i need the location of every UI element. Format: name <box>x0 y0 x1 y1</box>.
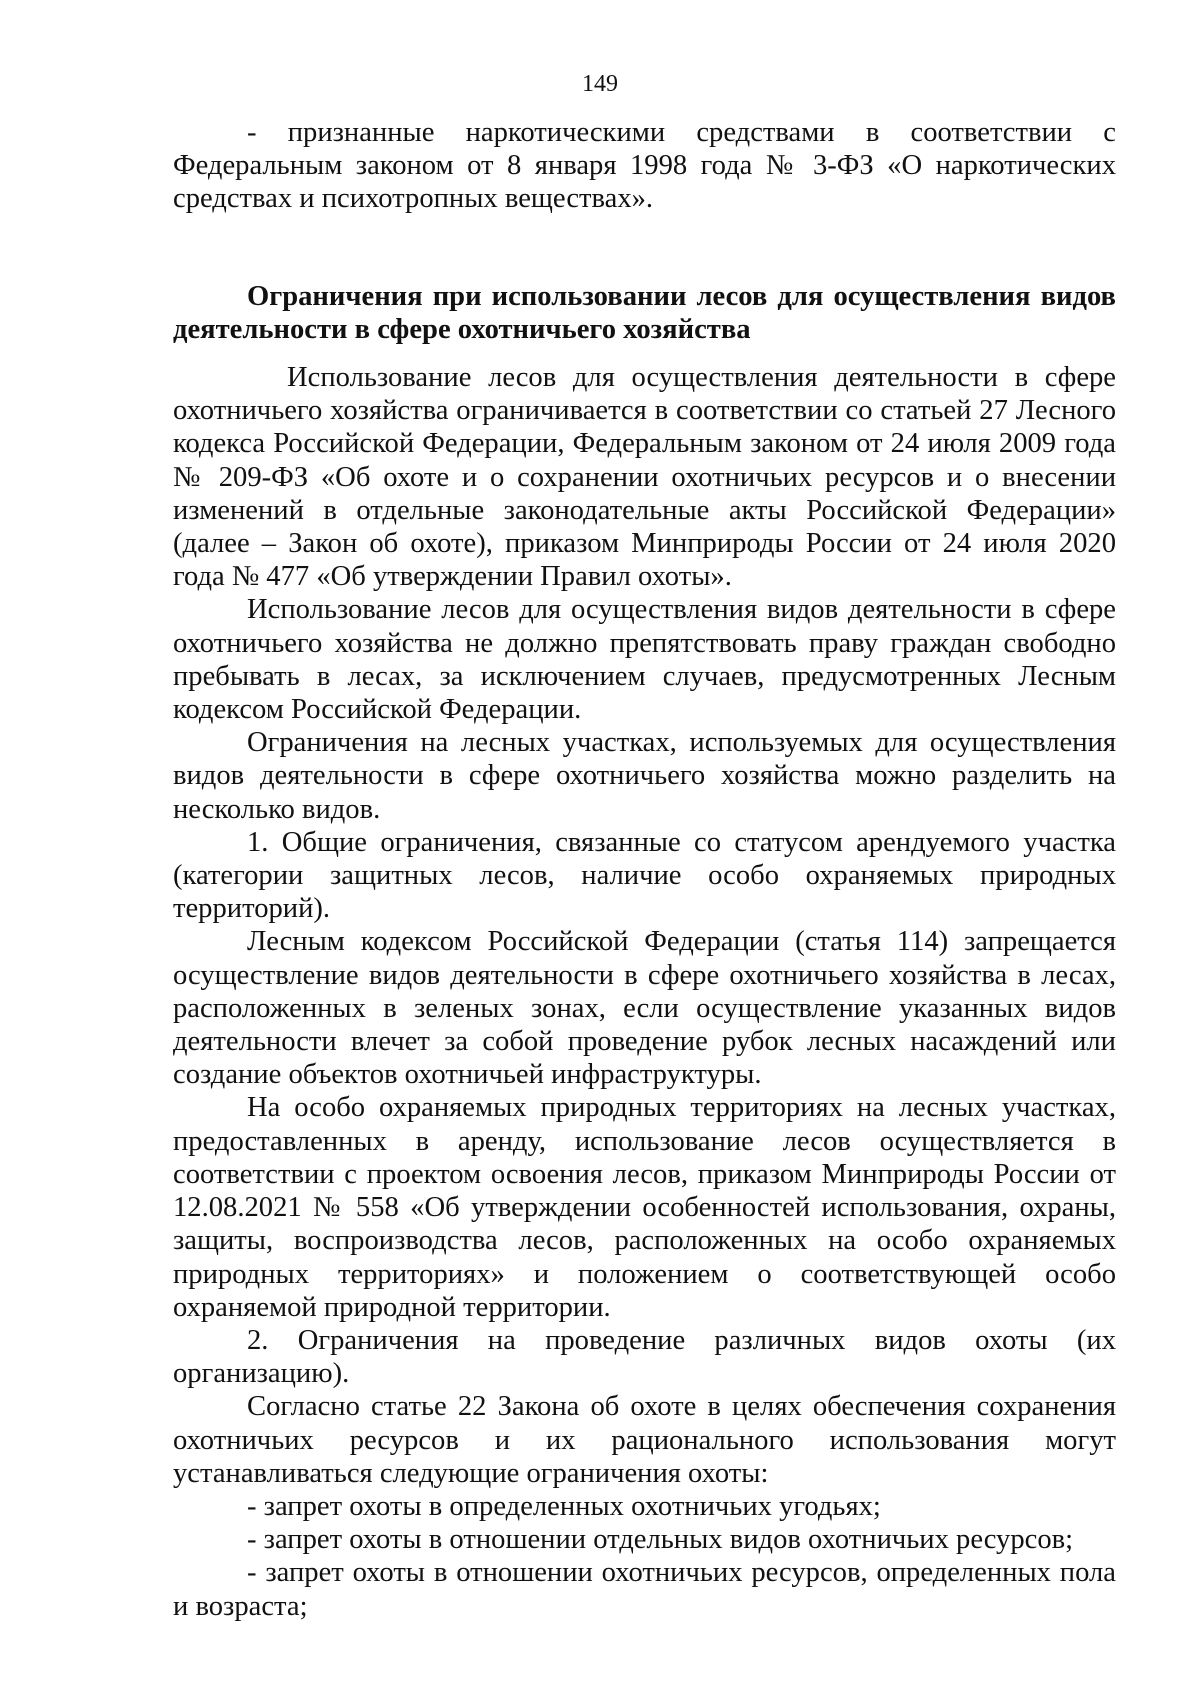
document-body <box>173 116 1116 1623</box>
paragraph-narcotics-clause: - признанные наркотическими средствами в соответствии с Федеральным законом от 8 января 1998 года № 3-ФЗ «О наркотических средствах и психотропных веществах». <box>173 117 1116 215</box>
list-item-ban-in-grounds: - запрет охоты в определенных охотничьих угодьях; <box>247 1490 881 1522</box>
paragraph-hunting-type-restrictions: 2. Ограничения на проведение различных видов охоты (их организацию). <box>173 1324 1116 1390</box>
paragraph-free-access: Использование лесов для осуществления видов деятельности в сфере охотничьего хозяйства не должно препятствовать праву граждан свободно пребывать в лесах, за исключением случаев, предусмотренных Лесным кодексом Российской Федерации. <box>173 594 1116 726</box>
list-item-ban-on-species: - запрет охоты в отношении отдельных видов охотничьих ресурсов; <box>247 1524 1074 1556</box>
paragraph-article-22: Согласно статье 22 Закона об охоте в целях обеспечения сохранения охотничьих ресурсов и их рационального использования могут устанавливаться следующие ограничения охоты: <box>173 1391 1116 1489</box>
list-item-ban-by-sex-age: - запрет охоты в отношении охотничьих ресурсов, определенных пола и возраста; <box>173 1557 1116 1622</box>
paragraph-green-zones: Лесным кодексом Российской Федерации (статья 114) запрещается осуществление видов деятельности в сфере охотничьего хозяйства в лесах, расположенных в зеленых зонах, если осуществление указанных видов деятельности влечет за собой проведение рубок лесных насаждений или создание объектов охотничьей инфраструктуры. <box>173 926 1116 1091</box>
paragraph-general-restrictions: 1. Общие ограничения, связанные со статусом арендуемого участка (категории защитных лесов, наличие особо охраняемых природных территорий). <box>173 826 1116 925</box>
paragraph-forest-use-legal-basis: Использование лесов для осуществления деятельности в сфере охотничьего хозяйства ограничивается в соответствии со статьей 27 Лесного кодекса Российской Федерации, Федеральным законом от 24 июля 2009 года № 209-ФЗ «Об охоте и о сохранении охотничьих ресурсов и о внесении изменений в отдельные законодательные акты Российской Федерации» (далее – Закон об охоте), приказом Минприроды России от 24 июля 2020 года № 477 «Об утверждении Правил охоты». <box>173 362 1116 593</box>
page-number: 149 <box>582 71 618 97</box>
paragraph-protected-areas: На особо охраняемых природных территориях на лесных участках, предоставленных в аренду, использование лесов осуществляется в соответствии с проектом освоения лесов, приказом Минприроды России от 12.08.2021 № 558 «Об утверждении особенностей использования, охраны, защиты, воспроизводства лесов, расположенных на особо охраняемых природных территориях» и положением о соответствующей особо охраняемой природной территории. <box>173 1092 1116 1323</box>
paragraph-restriction-types: Ограничения на лесных участках, используемых для осуществления видов деятельности в сфере охотничьего хозяйства можно разделить на несколько видов. <box>173 727 1116 825</box>
section-heading: Ограничения при использовании лесов для осуществления видов деятельности в сфере охотничьего хозяйства <box>173 280 1116 345</box>
